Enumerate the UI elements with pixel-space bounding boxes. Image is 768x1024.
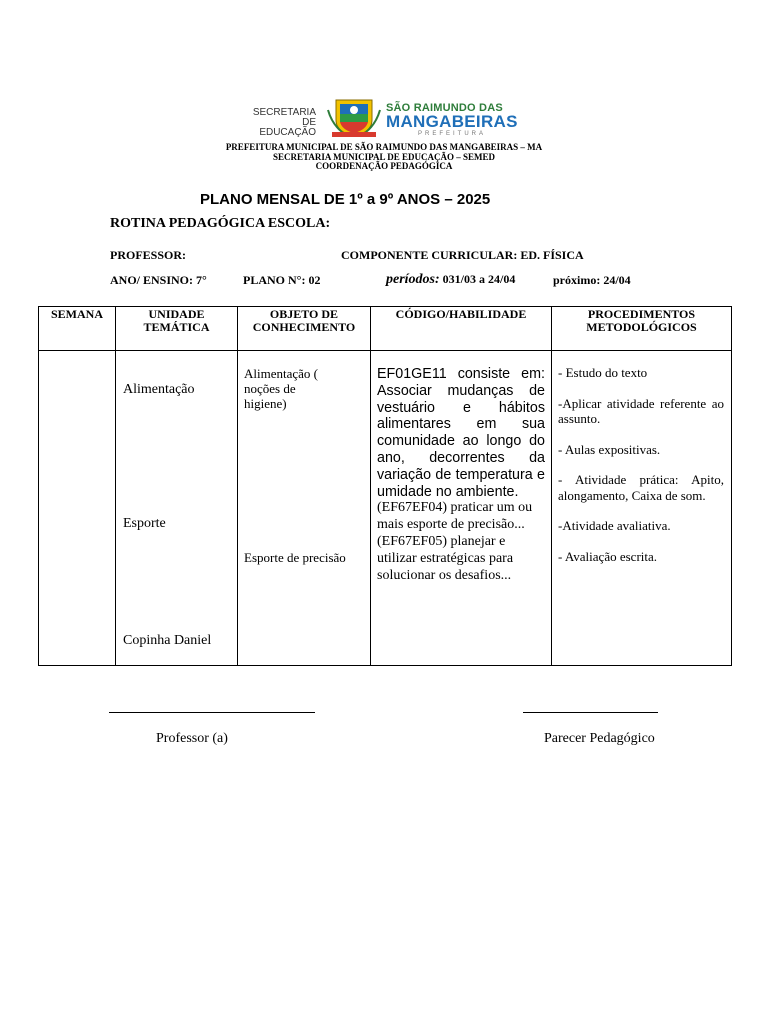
- signature-label-parecer: Parecer Pedagógico: [544, 731, 655, 746]
- header-coordenacao: COORDENAÇÃO PEDAGÓGICA: [315, 161, 453, 171]
- page-subtitle: ROTINA PEDAGÓGICA ESCOLA:: [110, 216, 331, 231]
- logo-city-line3: PREFEITURA: [418, 131, 487, 137]
- unidade-item: Esporte: [123, 516, 166, 531]
- habilidade-ef01ge11: EF01GE11 consiste em: Associar mudanças de vestuário e hábitos alimentares em sua comunidade ao longo do ano, decorrentes da variação de temperatura e umidade no ambiente.: [377, 366, 545, 500]
- procedimento-item: - Avaliação escrita.: [558, 548, 658, 564]
- periodos-value: 031/03 a 24/04: [442, 272, 516, 286]
- procedimento-item: -Atividade avaliativa.: [558, 518, 671, 533]
- plano-numero: PLANO N°: 02: [243, 273, 321, 287]
- componente-curricular: COMPONENTE CURRICULAR: ED. FÍSICA: [341, 248, 584, 262]
- unidade-item: Alimentação: [123, 382, 195, 397]
- objeto-cell: [238, 351, 371, 666]
- unidade-item: Copinha Daniel: [123, 633, 212, 648]
- objeto-item: Esporte de precisão: [244, 550, 346, 565]
- habilidade-ef67ef04: (EF67EF04) praticar um ou mais esporte de precisão...: [377, 500, 533, 533]
- signature-line-parecer: [523, 712, 658, 713]
- habilidade-ef67ef05: (EF67EF05) planejar e utilizar estratégicas para solucionar os desafios...: [377, 533, 514, 583]
- professor-label: PROFESSOR:: [110, 248, 187, 262]
- table-row: [39, 351, 732, 666]
- header-logo: [248, 96, 518, 140]
- header-prefeitura: PREFEITURA MUNICIPAL DE SÃO RAIMUNDO DAS MANGABEIRAS – MA: [225, 142, 543, 152]
- header-secretaria: SECRETARIA MUNICIPAL DE EDUCAÇÃO – SEMED: [273, 152, 495, 162]
- col-procedimentos: PROCEDIMENTOS METODOLÓGICOS: [552, 307, 732, 351]
- table-header-row: [39, 307, 732, 351]
- signature-line-professor: [109, 712, 315, 713]
- col-codigo: CÓDIGO/HABILIDADE: [371, 307, 552, 351]
- procedimento-item: - Aulas expositivas.: [558, 441, 661, 457]
- periodos-label: períodos:: [386, 272, 440, 287]
- unidade-cell: [116, 351, 238, 666]
- col-semana: SEMANA: [39, 307, 116, 351]
- municipal-crest-icon: [326, 96, 382, 138]
- logo-city-line2: MANGABEIRAS: [386, 112, 518, 131]
- logo-secretaria-line2: EDUCAÇÃO: [259, 127, 316, 138]
- logo-secretaria-line1: SECRETARIA DE: [252, 107, 316, 128]
- periodos: [386, 272, 515, 288]
- procedimento-item: - Estudo do texto: [558, 365, 648, 380]
- col-objeto: OBJETO DE CONHECIMENTO: [238, 307, 371, 351]
- ano-ensino: ANO/ ENSINO: 7°: [110, 273, 207, 287]
- col-unidade: UNIDADE TEMÁTICA: [116, 307, 238, 351]
- proximo: próximo: 24/04: [553, 273, 631, 287]
- signature-label-professor: Professor (a): [156, 731, 228, 746]
- logo-city-line1: SÃO RAIMUNDO DAS: [386, 102, 503, 114]
- objeto-item: Alimentação ( noções de higiene): [244, 366, 318, 411]
- procedimento-item: - Atividade prática: Apito, alongamento, Caixa de som.: [558, 472, 724, 503]
- procedimento-item: -Aplicar atividade referente ao assunto.: [558, 395, 724, 426]
- page-title: PLANO MENSAL DE 1º a 9º ANOS – 2025: [200, 191, 491, 208]
- codigo-cell: [371, 351, 552, 666]
- logo-secretaria-text: [248, 108, 316, 138]
- plan-table: [38, 306, 732, 666]
- semana-cell: [39, 351, 116, 666]
- procedimentos-cell: [552, 351, 732, 666]
